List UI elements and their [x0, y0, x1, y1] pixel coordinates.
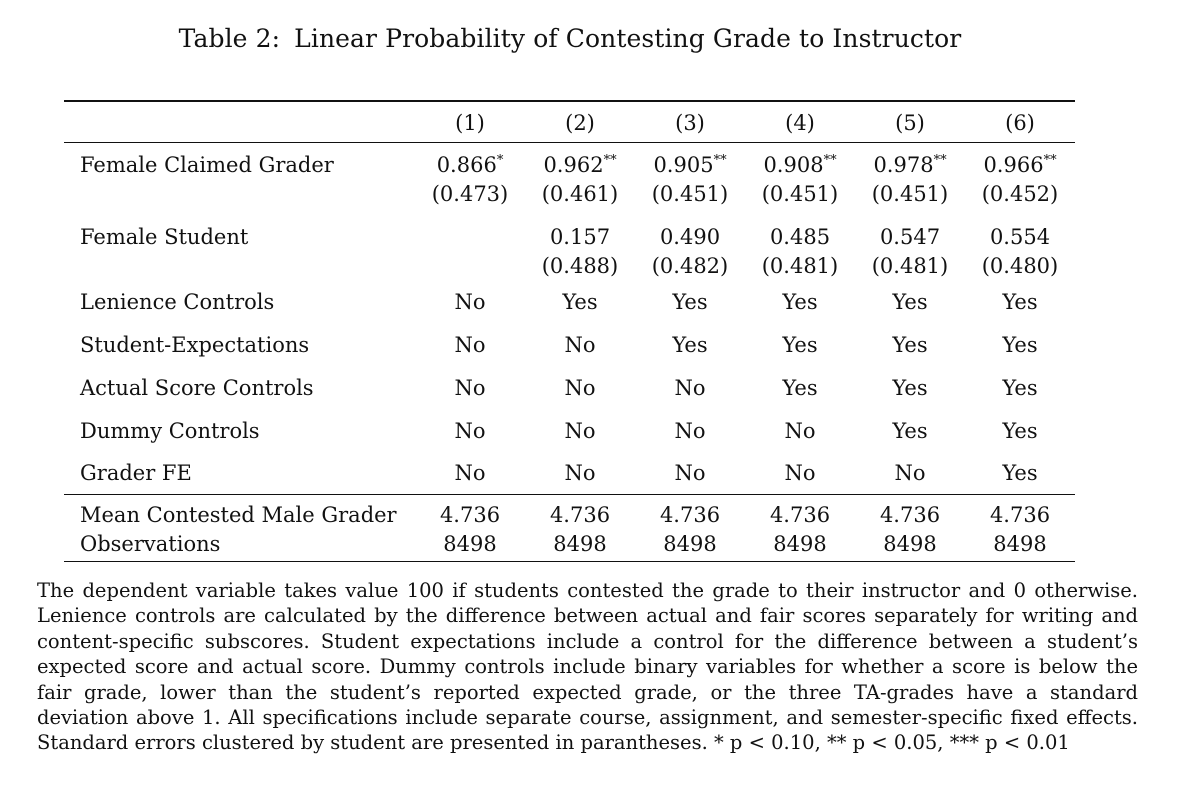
control-row [64, 410, 1075, 453]
stat-cell: 4.736 [659, 503, 721, 527]
control-cell: Yes [892, 376, 928, 400]
control-cell: No [674, 376, 706, 400]
control-cell: No [454, 290, 486, 314]
row-label: Actual Score Controls [80, 376, 314, 400]
control-cell: No [674, 419, 706, 443]
control-cell: Yes [1002, 376, 1038, 400]
column-header: (1) [415, 101, 525, 143]
coef-cell: 0.554 [989, 225, 1051, 249]
control-cell: No [454, 419, 486, 443]
control-cell: Yes [965, 453, 1075, 495]
control-cell: Yes [562, 290, 598, 314]
column-header: (3) [635, 101, 745, 143]
coef-cell: 0.966** [983, 153, 1057, 177]
stat-cell: 4.736 [439, 503, 501, 527]
coef-row [64, 143, 1075, 181]
table-notes: The dependent variable takes value 100 if students contested the grade to their instructor and 0 otherwise. Lenience controls are calculated by the difference between actual and fair scores separately for writing and content-specific subscores. Student expectations include a control for the difference between a student’s expected score and actual score. Dummy controls include binary variables for whether a score is below the fair grade, lower than the student’s reported expected grade, or the three TA-grades have a standard deviation above 1. All specifications include separate course, assignment, and semester-specific fixed effects. Standard errors clustered by student are presented in parantheses. * p < 0.10, ** p < 0.05, *** p < 0.01 [37, 579, 1138, 755]
stat-cell: 8498 [415, 530, 525, 562]
control-cell: Yes [672, 290, 708, 314]
column-header: (5) [855, 101, 965, 143]
significance-stars: * [496, 153, 504, 168]
coef-cell: 0.485 [769, 225, 831, 249]
control-cell: Yes [892, 290, 928, 314]
stat-cell: 4.736 [549, 503, 611, 527]
control-cell: Yes [1002, 290, 1038, 314]
row-label: Lenience Controls [80, 290, 275, 314]
table-title: Linear Probability of Contesting Grade to Instructor [294, 24, 962, 53]
row-label: Mean Contested Male Grader [80, 503, 397, 527]
control-cell: Yes [782, 333, 818, 357]
significance-stars: ** [603, 153, 617, 168]
row-label: Dummy Controls [80, 419, 260, 443]
se-cell: (0.488) [541, 254, 619, 278]
regression-table [64, 100, 1075, 562]
coef-cell: 0.905** [653, 153, 727, 177]
control-cell: Yes [892, 333, 928, 357]
coef-cell: 0.978** [873, 153, 947, 177]
control-cell: No [454, 333, 486, 357]
stat-cell: 8498 [525, 530, 635, 562]
coef-cell: 0.157 [549, 225, 611, 249]
control-cell: No [635, 453, 745, 495]
se-cell: (0.451) [871, 182, 949, 206]
control-cell: Yes [672, 333, 708, 357]
se-cell: (0.452) [981, 182, 1059, 206]
stat-row [64, 530, 1075, 562]
se-cell: (0.482) [651, 254, 729, 278]
coef-row [64, 209, 1075, 252]
se-cell: (0.473) [431, 182, 509, 206]
control-cell: Yes [892, 419, 928, 443]
control-cell: No [525, 453, 635, 495]
significance-stars: ** [1043, 153, 1057, 168]
se-cell [415, 252, 525, 281]
se-cell: (0.451) [761, 182, 839, 206]
coef-cell [415, 209, 525, 252]
column-header: (2) [525, 101, 635, 143]
control-cell: No [564, 419, 596, 443]
se-row [64, 252, 1075, 281]
control-row [64, 281, 1075, 324]
se-cell: (0.461) [541, 182, 619, 206]
significance-stars: ** [933, 153, 947, 168]
significance-stars: ** [713, 153, 727, 168]
row-label: Observations [64, 530, 415, 562]
stat-cell: 4.736 [989, 503, 1051, 527]
stat-row [64, 495, 1075, 531]
significance-stars: ** [823, 153, 837, 168]
stat-cell: 8498 [855, 530, 965, 562]
se-cell: (0.480) [981, 254, 1059, 278]
se-cell: (0.481) [871, 254, 949, 278]
row-label: Student-Expectations [80, 333, 310, 357]
row-label: Grader FE [64, 453, 415, 495]
control-cell: No [454, 376, 486, 400]
column-header: (4) [745, 101, 855, 143]
coef-cell: 0.962** [543, 153, 617, 177]
table-caption [0, 24, 1140, 53]
control-row [64, 453, 1075, 495]
control-cell: Yes [782, 290, 818, 314]
control-cell: Yes [1002, 419, 1038, 443]
control-cell: No [564, 376, 596, 400]
control-row [64, 367, 1075, 410]
coef-cell: 0.866* [436, 153, 504, 177]
coef-cell: 0.490 [659, 225, 721, 249]
control-cell: No [564, 333, 596, 357]
stat-cell: 8498 [635, 530, 745, 562]
control-cell: No [745, 453, 855, 495]
se-cell: (0.451) [651, 182, 729, 206]
row-label: Female Claimed Grader [80, 153, 334, 177]
stat-cell: 4.736 [879, 503, 941, 527]
coef-cell: 0.547 [879, 225, 941, 249]
column-header-row [64, 101, 1075, 143]
se-row [64, 180, 1075, 209]
control-cell: No [415, 453, 525, 495]
control-cell: Yes [782, 376, 818, 400]
header-stub [64, 101, 415, 143]
stat-cell: 4.736 [769, 503, 831, 527]
stat-cell: 8498 [965, 530, 1075, 562]
table-label: Table 2: [178, 24, 281, 53]
stat-cell: 8498 [745, 530, 855, 562]
column-header: (6) [965, 101, 1075, 143]
coef-cell: 0.908** [763, 153, 837, 177]
row-label: Female Student [80, 225, 249, 249]
control-cell: No [784, 419, 816, 443]
control-row [64, 324, 1075, 367]
control-cell: Yes [1002, 333, 1038, 357]
se-cell: (0.481) [761, 254, 839, 278]
control-cell: No [855, 453, 965, 495]
